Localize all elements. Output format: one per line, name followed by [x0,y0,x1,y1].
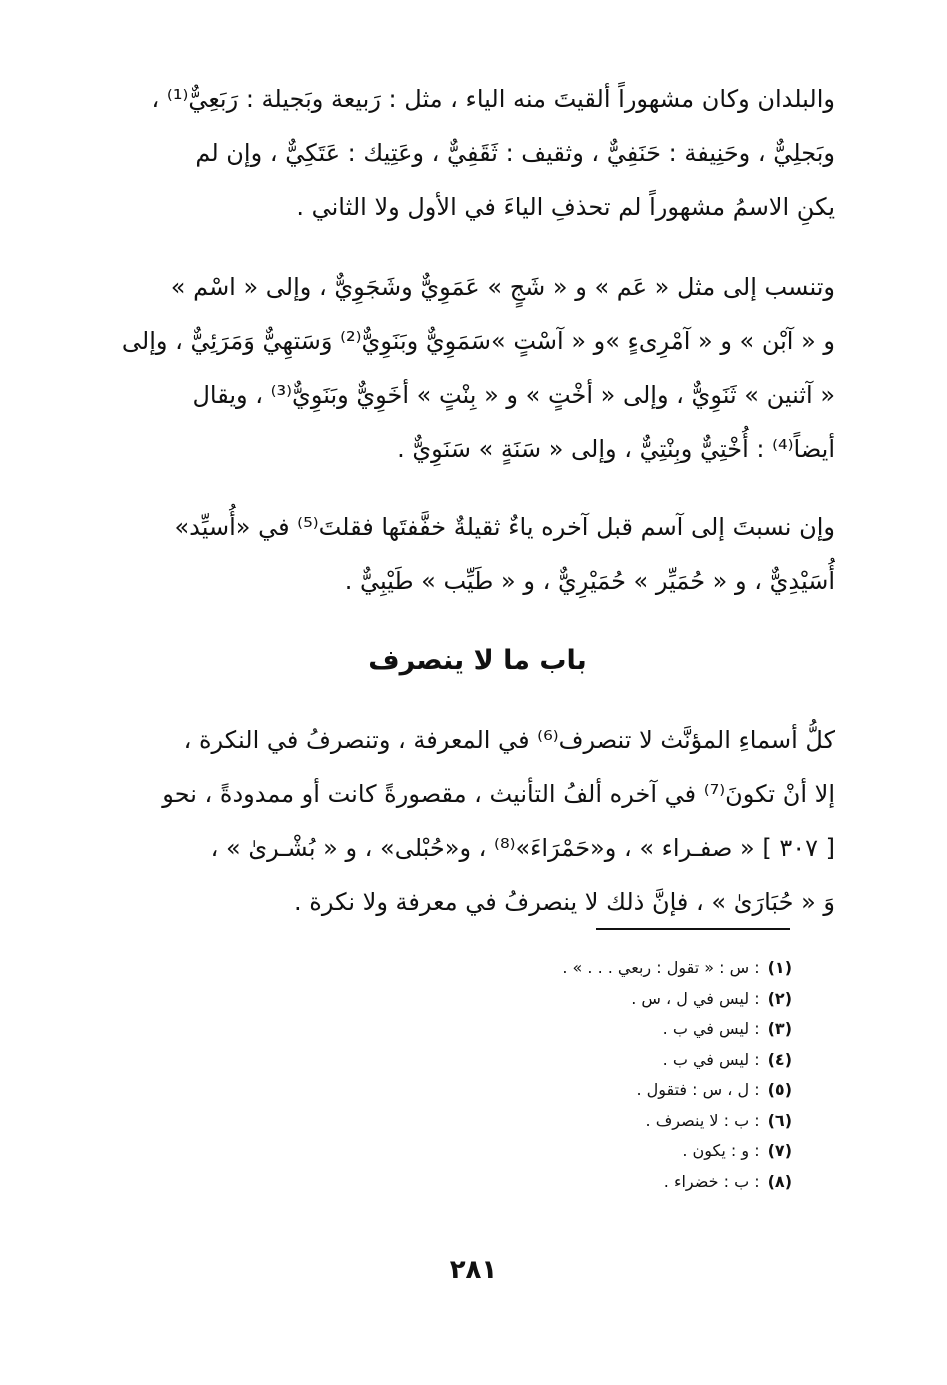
text-line: إلا أنْ تكونَ⁽⁷⁾ في آخره ألفُ التأنيث ، مقصورةً كانت أو ممدودةً ، نحو [162,780,835,808]
paragraph-nisba-famous-names [120,72,835,234]
footnote-number: (٦) [767,1110,792,1130]
text-line: و « آبْن » و « آمْرِىءٍ »و « آسْتٍ »سَمَوِيٌّ وبَنَوِيٌّ⁽²⁾ وَسَتهِيٌّ وَمَرَئِيٌّ ، وإلى [121,327,835,355]
footnote-number: (٤) [767,1049,792,1069]
paragraph-nisba-heavy-ya [120,500,835,608]
footnote-item [300,1167,792,1198]
footnote-item [300,1075,792,1106]
text-line: أيضاً⁽⁴⁾ : أُخْتِيٌّ وبِنْتِيٌّ ، وإلى « سَنَةٍ » سَنَوِيٌّ . [397,435,835,463]
footnote-number: (١) [767,958,792,977]
footnote-item [300,1014,792,1045]
paragraph-nisba-short-nouns [120,260,835,476]
footnote-text: : ب : لا ينصرف . [645,1110,760,1130]
footnote-text: : ليس في ب . [662,1019,760,1038]
text-line: يكنِ الاسمُ مشهوراً لم تحذفِ الياءَ في الأول ولا الثاني . [296,193,835,221]
text-line: كلُّ أسماءِ المؤنَّث لا تنصرف⁽⁶⁾ في المعرفة ، وتنصرفُ في النكرة ، [183,726,835,754]
footnotes-list [300,953,792,1197]
footnote-item [300,953,792,984]
text-line: وَ « حُبَارَىٰ » ، فإنَّ ذلك لا ينصرفُ في معرفة ولا نكرة . [294,888,835,916]
footnote-text: : ل ، س : فتقول . [636,1080,760,1099]
footnote-item [300,1045,792,1076]
text-line: وتنسب إلى مثل « عَم » و « شَجٍ » عَمَوِيٌّ وشَجَوِيٌّ ، وإلى « اسْم » [170,273,835,301]
footnote-text: : ليس في ب . [662,1049,760,1069]
footnote-number: (٣) [767,1019,792,1038]
footnote-item [300,984,792,1015]
footnote-item [300,1136,792,1167]
section-heading: باب ما لا ينصرف [368,645,587,676]
footnote-number: (٥) [767,1080,792,1099]
footnote-text: : ليس في ل ، س . [631,988,760,1008]
footnote-item [300,1106,792,1137]
text-line: [ ٣٠٧ ] « صفـراء » ، و«حَمْرَاءَ»⁽⁸⁾ ، و«حُبْلى» ، و « بُشْـرىٰ » ، [210,834,835,862]
footnote-text: : ب : خضراء . [663,1171,760,1191]
text-line: وإن نسبتَ إلى آسم قبل آخره ياءٌ ثقيلةٌ خفَّفتَها فقلتَ⁽⁵⁾ في «أُسيِّد» [174,513,835,541]
text-line: وبَجلِيٌّ ، وحَنِيفة : حَنَفِيٌّ ، وثقيف : ثَقَفِيٌّ ، وعَتِيك : عَتَكِيٌّ ، وإن لم [195,139,835,167]
footnote-text: : و : يكون . [682,1141,760,1160]
footnote-number: (٨) [767,1171,792,1191]
footnote-text: : س : « تقول : ربعي . . . » . [562,958,760,977]
page-number: ٢٨١ [449,1255,498,1285]
paragraph-diptote-feminine [120,713,835,929]
text-line: « آثنين » ثَنَوِيٌّ ، وإلى « أخْتٍ » و « بِنْتٍ » أخَوِيٌّ وبَنَوِيٌّ⁽³⁾ ، ويقال [192,381,835,409]
footnote-number: (٢) [767,988,792,1008]
footnote-separator [596,928,790,930]
footnote-number: (٧) [767,1141,792,1160]
text-line: أُسَيْدِيٌّ ، و « حُمَيِّر » حُمَيْرِيٌّ ، و « طَيِّب » طَيْبِيٌّ . [344,567,835,595]
text-line: والبلدان وكان مشهوراً ألقيتَ منه الياء ، مثل : رَبيعة وبَجيلة : رَبَعِيٌّ⁽¹⁾ ، [151,85,835,113]
